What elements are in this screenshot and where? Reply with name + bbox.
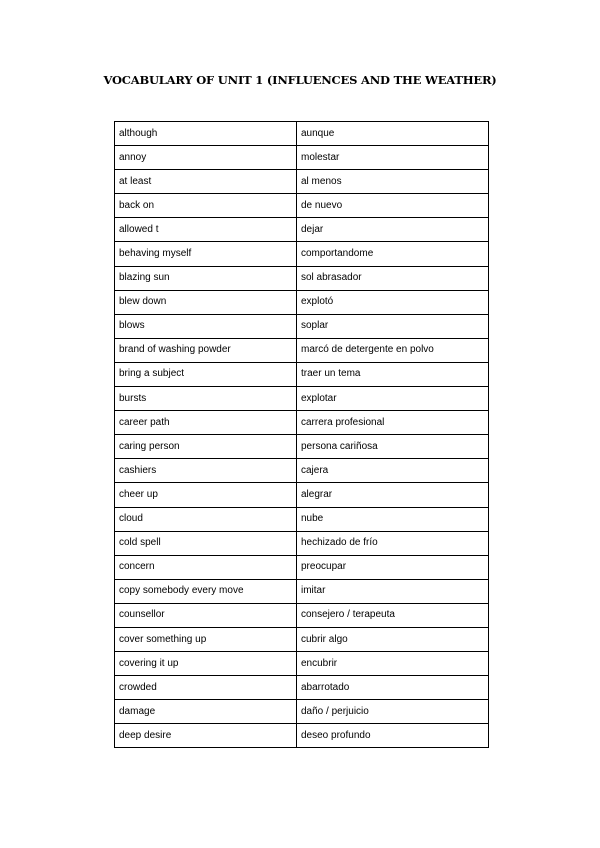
table-row: [115, 555, 489, 579]
spanish-translation: al menos: [297, 170, 489, 194]
spanish-translation: explotar: [297, 387, 489, 411]
table-row: [115, 603, 489, 627]
table-row: [115, 627, 489, 651]
table-row: [115, 218, 489, 242]
english-term: damage: [115, 700, 297, 724]
spanish-translation: molestar: [297, 146, 489, 170]
vocabulary-table-body: [115, 122, 489, 748]
english-term: cold spell: [115, 531, 297, 555]
table-row: [115, 724, 489, 748]
table-row: [115, 507, 489, 531]
english-term: caring person: [115, 435, 297, 459]
english-term: cover something up: [115, 627, 297, 651]
table-row: [115, 652, 489, 676]
english-term: career path: [115, 411, 297, 435]
table-row: [115, 435, 489, 459]
vocabulary-table: [114, 121, 489, 748]
english-term: copy somebody every move: [115, 579, 297, 603]
english-term: cashiers: [115, 459, 297, 483]
english-term: covering it up: [115, 652, 297, 676]
table-row: [115, 362, 489, 386]
table-row: [115, 122, 489, 146]
english-term: behaving myself: [115, 242, 297, 266]
spanish-translation: imitar: [297, 579, 489, 603]
table-row: [115, 266, 489, 290]
spanish-translation: persona cariñosa: [297, 435, 489, 459]
english-term: allowed t: [115, 218, 297, 242]
english-term: crowded: [115, 676, 297, 700]
spanish-translation: cubrir algo: [297, 627, 489, 651]
spanish-translation: consejero / terapeuta: [297, 603, 489, 627]
table-row: [115, 411, 489, 435]
english-term: cheer up: [115, 483, 297, 507]
spanish-translation: dejar: [297, 218, 489, 242]
spanish-translation: explotó: [297, 290, 489, 314]
table-row: [115, 194, 489, 218]
page-title: VOCABULARY OF UNIT 1 (INFLUENCES AND THE WEATHER): [103, 73, 497, 87]
english-term: blazing sun: [115, 266, 297, 290]
spanish-translation: aunque: [297, 122, 489, 146]
table-row: [115, 314, 489, 338]
english-term: blows: [115, 314, 297, 338]
table-row: [115, 338, 489, 362]
table-row: [115, 700, 489, 724]
table-row: [115, 146, 489, 170]
english-term: counsellor: [115, 603, 297, 627]
spanish-translation: de nuevo: [297, 194, 489, 218]
table-row: [115, 579, 489, 603]
spanish-translation: deseo profundo: [297, 724, 489, 748]
spanish-translation: abarrotado: [297, 676, 489, 700]
spanish-translation: comportandome: [297, 242, 489, 266]
table-row: [115, 483, 489, 507]
spanish-translation: nube: [297, 507, 489, 531]
spanish-translation: preocupar: [297, 555, 489, 579]
english-term: back on: [115, 194, 297, 218]
spanish-translation: carrera profesional: [297, 411, 489, 435]
spanish-translation: sol abrasador: [297, 266, 489, 290]
table-row: [115, 290, 489, 314]
spanish-translation: encubrir: [297, 652, 489, 676]
english-term: although: [115, 122, 297, 146]
table-row: [115, 242, 489, 266]
english-term: at least: [115, 170, 297, 194]
spanish-translation: traer un tema: [297, 362, 489, 386]
english-term: concern: [115, 555, 297, 579]
spanish-translation: marcó de detergente en polvo: [297, 338, 489, 362]
spanish-translation: hechizado de frío: [297, 531, 489, 555]
table-row: [115, 676, 489, 700]
english-term: cloud: [115, 507, 297, 531]
english-term: bursts: [115, 387, 297, 411]
spanish-translation: daño / perjuicio: [297, 700, 489, 724]
english-term: annoy: [115, 146, 297, 170]
english-term: blew down: [115, 290, 297, 314]
spanish-translation: alegrar: [297, 483, 489, 507]
english-term: deep desire: [115, 724, 297, 748]
table-row: [115, 459, 489, 483]
table-row: [115, 531, 489, 555]
spanish-translation: soplar: [297, 314, 489, 338]
table-row: [115, 170, 489, 194]
english-term: bring a subject: [115, 362, 297, 386]
english-term: brand of washing powder: [115, 338, 297, 362]
table-row: [115, 387, 489, 411]
spanish-translation: cajera: [297, 459, 489, 483]
